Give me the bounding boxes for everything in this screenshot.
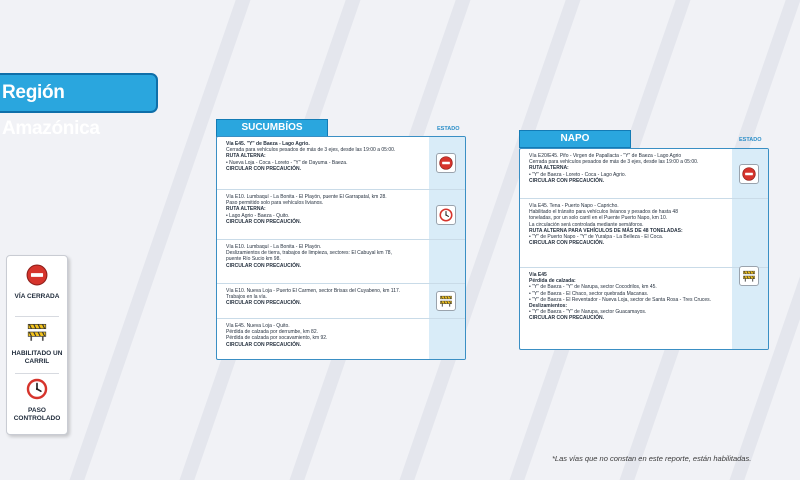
entry-line: Vía E45: [529, 272, 547, 278]
panel-sucumbios: [216, 136, 466, 360]
entry-text: [226, 288, 425, 307]
entry-line: • "Y" de Baeza - Loreto - Coca - Lago Agrio.: [529, 172, 728, 178]
entry-line: • Nueva Loja - Coca - Loreto - "Y" de Dayuma - Baeza.: [226, 160, 425, 166]
entry-status: [436, 205, 456, 225]
legend-label: HABILITADO UN CARRIL: [11, 350, 63, 365]
entry-line: • "Y" de Baeza - "Y" de Narupa, sector Guacamayos.: [529, 309, 728, 315]
estado-label: ESTADO: [437, 126, 460, 132]
entry-line: CIRCULAR CON PRECAUCIÓN.: [226, 262, 301, 269]
legend-item-closed: [7, 264, 67, 301]
road-report-entry: [217, 284, 465, 319]
one-lane-icon: [26, 321, 48, 348]
entry-line: CIRCULAR CON PRECAUCIÓN.: [529, 315, 604, 322]
road-report-entry: [217, 319, 465, 360]
entry-text: [226, 141, 425, 172]
entry-line: Trabajos en la vía.: [226, 294, 267, 301]
entry-line: • "Y" de Baeza - "Y" de Narupa, sector Cocodrilos, km 45.: [529, 284, 728, 290]
panel-napo: [519, 148, 769, 350]
controlled-passage-icon: [26, 378, 48, 405]
entry-status: [436, 153, 456, 173]
entry-line: Cerrada para vehículos pesados de más de 3 ejes, desde las 19:00 a 05:00.: [226, 147, 396, 154]
entry-line: CIRCULAR CON PRECAUCIÓN.: [226, 165, 301, 172]
road-report-entry: [217, 190, 465, 240]
footnote: *Las vías que no constan en este reporte, están habilitadas.: [552, 454, 752, 463]
legend-item-controlled: [7, 378, 67, 422]
entry-line: RUTA ALTERNA:: [226, 206, 266, 213]
entry-line: RUTA ALTERNA:: [226, 153, 266, 160]
legend-label: VÍA CERRADA: [14, 293, 60, 300]
entry-line: Vía E10. Lumbaquí - La Bonita - El Playón, puente El Garrapatal, km 28.: [226, 194, 387, 200]
entry-line: Vía E10. Lumbaquí - La Bonita - El Playón.: [226, 244, 322, 250]
entry-line: CIRCULAR CON PRECAUCIÓN.: [226, 218, 301, 225]
entry-status: [739, 164, 759, 184]
entry-line: Vía E45. Nueva Loja - Quito.: [226, 323, 290, 329]
entry-text: [226, 323, 425, 348]
entry-line: CIRCULAR CON PRECAUCIÓN.: [226, 341, 301, 348]
entry-line: CIRCULAR CON PRECAUCIÓN.: [226, 300, 301, 307]
road-report-entry: [217, 137, 465, 190]
entry-line: Pérdida de calzada por socavamiento, km 92.: [226, 335, 328, 342]
controlled-passage-icon: [436, 205, 456, 225]
entry-line: • Lago Agrio - Baeza - Quito.: [226, 213, 425, 219]
road-report-entry: [520, 149, 768, 199]
legend-item-one-lane: [7, 321, 67, 365]
road-closed-icon: [26, 264, 48, 291]
road-report-entry: [217, 240, 465, 284]
legend-label: PASO CONTROLADO: [13, 407, 61, 422]
entry-line: puente Río Sucio km 98.: [226, 256, 281, 263]
road-report-entry: [520, 268, 768, 350]
entry-line: Vía E20/E45. Pifo - Virgen de Papallacta - "Y" de Baeza - Lago Agrio: [529, 153, 682, 159]
entry-line: Habilitado el tránsito para vehículos livianos y pesados de hasta 48: [529, 209, 678, 216]
road-report-entry: [520, 199, 768, 268]
entry-line: • "Y" de Baeza - El Chaco, sector quebrada Macanas.: [529, 291, 728, 297]
entry-line: Vía E45. Tena - Puerto Napo - Capricho.: [529, 203, 619, 209]
entry-text: [529, 153, 728, 184]
entry-line: Pérdida de calzada por derrumbe, km 82.: [226, 329, 318, 336]
entry-line: Deslizamientos:: [529, 303, 568, 310]
entry-line: Vía E45. "Y" de Baeza - Lago Agrio.: [226, 141, 310, 147]
entry-line: Paso permitido solo para vehículos livianos.: [226, 200, 324, 207]
entry-line: CIRCULAR CON PRECAUCIÓN.: [529, 177, 604, 184]
entry-line: CIRCULAR CON PRECAUCIÓN.: [529, 240, 604, 247]
entry-text: [529, 203, 728, 246]
entry-text: [529, 272, 728, 322]
entry-status: [436, 291, 456, 311]
panel-title-napo: NAPO: [519, 130, 631, 148]
entry-line: toneladas, por un solo carril en el Puente Puerto Napo, km 10.: [529, 215, 668, 222]
entry-line: La circulación será controlada mediante semáforos.: [529, 221, 644, 228]
status-legend: [6, 255, 68, 435]
estado-label: ESTADO: [739, 137, 762, 143]
entry-line: Cerrada para vehículos pesados de más de 3 ejes, desde las 19:00 a 05:00.: [529, 159, 699, 166]
entry-line: • "Y" de Puerto Napo - "Y" de Yuralpa - La Belleza - El Coca.: [529, 234, 728, 240]
entry-line: Vía E10. Nueva Loja - Puerto El Carmen, sector Brisas del Cuyabeno, km 117.: [226, 288, 401, 294]
one-lane-icon: [739, 266, 759, 286]
entry-text: [226, 244, 425, 269]
entry-line: RUTA ALTERNA PARA VEHÍCULOS DE MÁS DE 48 TONELADAS:: [529, 227, 683, 234]
panel-title-sucumbios: SUCUMBÍOS: [216, 119, 328, 137]
entry-line: Deslizamientos de tierra, trabajos de limpieza, sectores: El Cabuyal km 78,: [226, 250, 392, 257]
entry-text: [226, 194, 425, 225]
road-closed-icon: [436, 153, 456, 173]
entry-line: • "Y" de Baeza - El Reventador - Nueva Loja, sector de Santa Rosa - Tres Cruces.: [529, 297, 728, 303]
entry-status: [739, 266, 759, 286]
region-title: Región Amazónica: [0, 73, 158, 113]
entry-line: RUTA ALTERNA:: [529, 165, 569, 172]
road-closed-icon: [739, 164, 759, 184]
one-lane-icon: [436, 291, 456, 311]
entry-line: Pérdida de calzada:: [529, 278, 576, 285]
